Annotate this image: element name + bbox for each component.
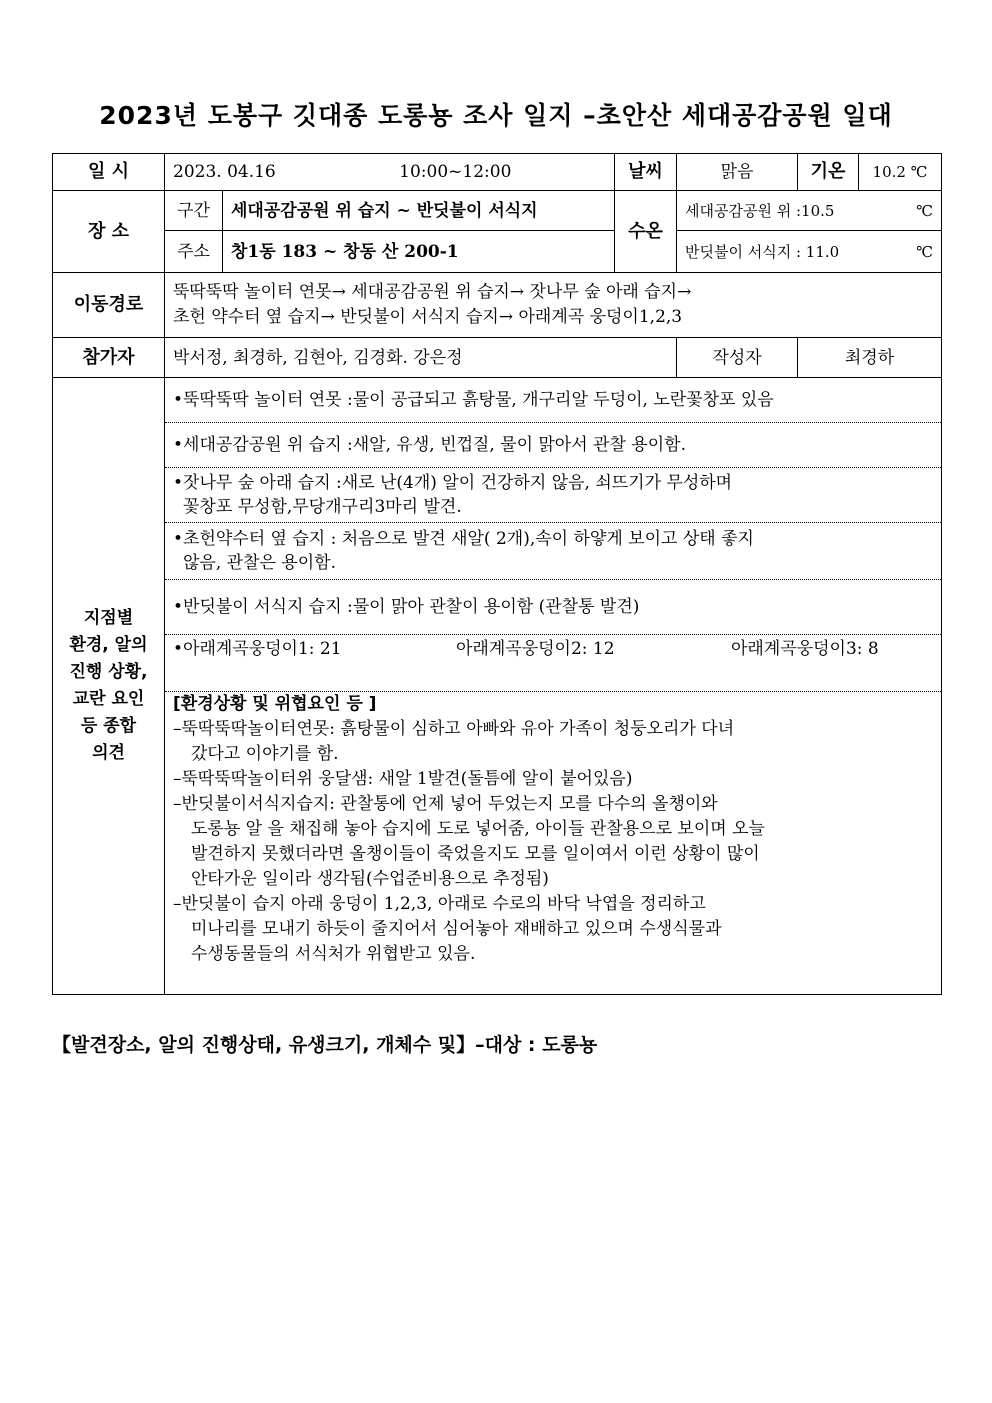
note-line: –반딧불이서식지습지: 관찰통에 언제 넣어 두었는지 모를 다수의 올챙이와 <box>173 794 718 814</box>
route-label: 이동경로 <box>53 273 165 338</box>
route-row <box>53 273 942 338</box>
route-line-1: 뚝딱뚝딱 놀이터 연못→ 세대공감공원 위 습지→ 잣나무 숲 아래 습지→ <box>173 282 692 302</box>
participants-row <box>53 338 942 378</box>
location-row-section <box>53 191 942 231</box>
air-temp-label: 기온 <box>798 154 859 191</box>
note-line-cont: 도롱뇽 알 을 채집해 놓아 습지에 도로 넣어줌, 아이들 관찰용으로 보이며 오늘 <box>191 819 765 839</box>
weather-value: 맑음 <box>677 154 798 191</box>
location-row-address <box>53 231 942 273</box>
water-temp-label: 수온 <box>615 191 677 273</box>
observations-label-line: 교란 요인 <box>72 689 145 709</box>
time-value: 10:00~12:00 <box>399 162 512 182</box>
observations-label-line: 환경, 알의 <box>69 635 148 655</box>
route-value <box>165 273 942 338</box>
note-line-cont: 갔다고 이야기를 함. <box>191 744 339 764</box>
water-temp-2-unit: ℃ <box>916 242 934 261</box>
address-value: 창1동 183 ~ 창동 산 200-1 <box>223 231 615 273</box>
section-value: 세대공감공원 위 습지 ~ 반딧불이 서식지 <box>223 191 615 231</box>
notes-heading: [환경상황 및 위협요인 등 ] <box>173 694 377 714</box>
address-label: 주소 <box>165 231 223 273</box>
date-value: 2023. 04.16 <box>173 162 276 182</box>
pool-counts <box>165 635 941 692</box>
observations-row <box>53 378 942 995</box>
page-title: 2023년 도봉구 깃대종 도롱뇽 조사 일지 –초안산 세대공감공원 일대 <box>99 101 893 130</box>
pool-count-2: 아래계곡웅덩이2: 12 <box>456 639 615 659</box>
section-label: 구간 <box>165 191 223 231</box>
observations-content <box>165 378 942 995</box>
participants-value: 박서정, 최경하, 김현아, 김경화. 강은정 <box>165 338 677 378</box>
observations-label-line: 의견 <box>92 743 125 763</box>
pool-count-3: 아래계곡웅덩이3: 8 <box>731 639 879 659</box>
section-heading-findings: 【발견장소, 알의 진행상태, 유생크기, 개체수 및】–대상 : 도롱뇽 <box>52 1034 598 1056</box>
observation-item <box>165 580 941 635</box>
observation-item <box>165 523 941 580</box>
observation-item <box>165 378 941 423</box>
water-temp-2 <box>677 231 942 273</box>
observation-text: •뚝딱뚝딱 놀이터 연못 :물이 공급되고 흙탕물, 개구리알 두덩이, 노란꽃창포 있음 <box>173 390 774 410</box>
note-line-cont: 수생동물들의 서식처가 위협받고 있음. <box>191 944 476 964</box>
observation-text: •반딧불이 서식지 습지 :물이 맑아 관찰이 용이함 (관찰통 발견) <box>173 597 640 617</box>
water-temp-1-place: 세대공감공원 위 :10.5 <box>685 201 835 220</box>
air-temp-value: 10.2 ℃ <box>859 154 942 191</box>
observation-text: •초헌약수터 옆 습지 : 처음으로 발견 새알( 2개),속이 하얗게 보이고 상태 좋지 <box>173 529 754 549</box>
observations-label-line: 등 종합 <box>80 716 137 736</box>
observations-label <box>53 378 165 995</box>
note-line-cont: 발견하지 못했더라면 올챙이들이 죽었을지도 모를 일이여서 이런 상황이 많이 <box>191 844 760 864</box>
water-temp-2-place: 반딧불이 서식지 : 11.0 <box>685 242 840 261</box>
author-label: 작성자 <box>677 338 798 378</box>
date-time-cell <box>165 154 615 191</box>
pool-count-1: •아래계곡웅덩이1: 21 <box>173 639 342 659</box>
observation-text: •잣나무 숲 아래 습지 :새로 난(4개) 알이 건강하지 않음, 쇠뜨기가 무성하며 <box>173 473 733 493</box>
observation-text-cont: 않음, 관찰은 용이함. <box>183 553 336 573</box>
note-line: –뚝딱뚝딱놀이터위 웅달샘: 새알 1발견(돌틈에 알이 붙어있음) <box>173 769 633 789</box>
observation-text: •세대공감공원 위 습지 :새알, 유생, 빈껍질, 물이 맑아서 관찰 용이함. <box>173 435 686 455</box>
note-line-cont: 미나리를 모내기 하듯이 줄지어서 심어놓아 재배하고 있으며 수생식물과 <box>191 919 722 939</box>
note-line: –반딧불이 습지 아래 웅덩이 1,2,3, 아래로 수로의 바닥 낙엽을 정리하고 <box>173 894 706 914</box>
note-line-cont: 안타가운 일이라 생각됨(수업준비용으로 추정됨) <box>191 869 549 889</box>
observation-text-cont: 꽃창포 무성함,무당개구리3마리 발견. <box>183 497 462 517</box>
notes-section <box>165 692 941 967</box>
note-line: –뚝딱뚝딱놀이터연못: 흙탕물이 심하고 아빠와 유아 가족이 청둥오리가 다녀 <box>173 719 735 739</box>
observations-label-line: 지점별 <box>83 608 134 628</box>
location-label: 장 소 <box>53 191 165 273</box>
observation-item <box>165 423 941 468</box>
datetime-row <box>53 154 942 191</box>
weather-label: 날씨 <box>615 154 677 191</box>
survey-log-table <box>52 153 942 995</box>
participants-label: 참가자 <box>53 338 165 378</box>
water-temp-1 <box>677 191 942 231</box>
water-temp-1-unit: ℃ <box>916 201 934 220</box>
date-label: 일 시 <box>53 154 165 191</box>
observations-label-line: 진행 상황, <box>69 662 148 682</box>
author-value: 최경하 <box>798 338 942 378</box>
observation-item <box>165 468 941 523</box>
route-line-2: 초헌 약수터 옆 습지→ 반딧불이 서식지 습지→ 아래계곡 웅덩이1,2,3 <box>173 307 683 327</box>
